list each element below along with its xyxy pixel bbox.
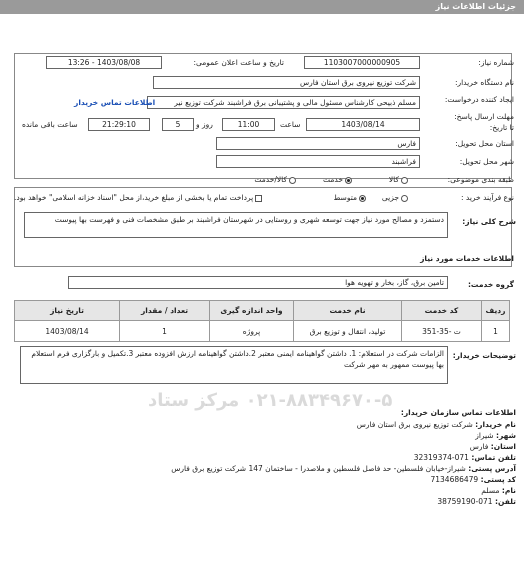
services-table	[14, 300, 510, 342]
page-title: جزئیات اطلاعات نیاز	[435, 2, 516, 11]
service-group-field: تامین برق، گاز، بخار و تهویه هوا	[68, 276, 448, 289]
radio-selected-icon	[345, 177, 352, 184]
general-desc-label: شرح کلی نیاز:	[462, 217, 516, 226]
creator-label: ایجاد کننده درخواست:	[444, 95, 514, 104]
col-service-name: نام خدمت	[294, 301, 402, 321]
province-field: فارس	[216, 137, 420, 150]
table-header-row	[15, 301, 510, 321]
buyer-notes-label: توضیحات خریدار:	[452, 351, 516, 360]
treasury-payment-checkbox[interactable]: پرداخت تمام یا بخشی از مبلغ خرید،از محل "اسناد خزانه اسلامی" خواهد بود.	[14, 193, 262, 202]
service-group-label: گروه خدمت:	[467, 280, 514, 289]
announce-date-field: 1403/08/08 - 13:26	[46, 56, 162, 69]
contact-city: شهر: شیراز	[475, 431, 516, 440]
remaining-label: ساعت باقی مانده	[22, 120, 78, 129]
process-label: نوع فرآیند خرید :	[460, 193, 514, 202]
table-row	[15, 321, 510, 342]
page-header	[0, 0, 524, 14]
watermark: ۰۲۱-۸۸۳۴۹۶۷۰-۵ مرکز ستاد	[148, 390, 393, 411]
col-quantity: تعداد / مقدار	[120, 301, 210, 321]
category-label: طبقه بندی موضوعی:	[447, 175, 514, 184]
radio-icon	[401, 195, 408, 202]
cell-quantity: 1	[120, 321, 210, 342]
col-row: ردیف	[482, 301, 510, 321]
creator-field: مسلم ذبیحی کارشناس مسئول مالی و پشتیبانی برق فراشبند شرکت توزیع نیر	[147, 96, 420, 109]
col-unit: واحد اندازه گیری	[210, 301, 294, 321]
contact-phone: تلفن تماس: 071-32319374	[413, 453, 516, 462]
services-heading: اطلاعات خدمات مورد نیاز	[420, 254, 514, 263]
process-option-minor[interactable]: جزیی	[382, 193, 408, 202]
contact-name: نام: مسلم	[481, 486, 516, 495]
deadline-time-field: 11:00	[222, 118, 275, 131]
category-option-goods-service[interactable]: کالا/خدمت	[254, 175, 296, 184]
general-desc-field: دستمزد و مصالح مورد نیاز جهت توسعه شهری و روستایی در شهرستان فراشبند بر طبق مشخصات فنی و فهرست بها پیوست	[24, 212, 448, 238]
radio-selected-icon	[359, 195, 366, 202]
cell-unit: پروژه	[210, 321, 294, 342]
city-field: فراشبند	[216, 155, 420, 168]
city-label: شهر محل تحویل:	[459, 157, 514, 166]
col-service-code: کد خدمت	[402, 301, 482, 321]
buyer-org-label: نام دستگاه خریدار:	[454, 78, 514, 87]
contact-postal: کد پستی: 7134686479	[430, 475, 516, 484]
contact-org: نام خریدار: شرکت توزیع نیروی برق استان فارس	[356, 420, 516, 429]
buyer-contact-link[interactable]: اطلاعات تماس خریدار	[74, 98, 156, 107]
radio-icon	[289, 177, 296, 184]
need-number-label: شماره نیاز:	[478, 58, 514, 67]
radio-icon	[401, 177, 408, 184]
col-need-date: تاریخ نیاز	[15, 301, 120, 321]
province-label: استان محل تحویل:	[455, 139, 514, 148]
contact-heading: اطلاعات تماس سازمان خریدار:	[400, 408, 516, 417]
remaining-time-field: 21:29:10	[88, 118, 150, 131]
deadline-label: مهلت ارسال پاسخ:	[454, 112, 514, 121]
contact-province: استان: فارس	[469, 442, 516, 451]
buyer-org-field: شرکت توزیع نیروی برق استان فارس	[153, 76, 420, 89]
contact-address: آدرس پستی: شیراز-خیابان فلسطین- حد فاصل فلسطین و ملاصدرا - ساختمان 147 شرکت توزیع برق فارس	[171, 464, 516, 473]
contact-fax: تلفن: 071-38759190	[437, 497, 516, 506]
cell-service-name: تولید، انتقال و توزیع برق	[294, 321, 402, 342]
cell-row: 1	[482, 321, 510, 342]
category-option-service[interactable]: خدمت	[323, 175, 352, 184]
cell-service-code: ت -35-351	[402, 321, 482, 342]
days-label: روز و	[196, 120, 213, 129]
cell-need-date: 1403/08/14	[15, 321, 120, 342]
buyer-notes-field: الزامات شرکت در استعلام: 1. داشتن گواهینامه ایمنی معتبر 2.داشتن گواهینامه ارزش افزوده معتبر 3.تکمیل و بارگزاری فرم استعلام بها پیوست ممهور به مهر شرکت	[20, 346, 448, 384]
deadline-date-field: 1403/08/14	[306, 118, 420, 131]
days-field: 5	[162, 118, 194, 131]
deadline-time-label: ساعت	[280, 120, 301, 129]
need-number-field: 1103007000000905	[304, 56, 420, 69]
category-option-goods[interactable]: کالا	[389, 175, 408, 184]
process-option-medium[interactable]: متوسط	[333, 193, 366, 202]
deadline-label-2: تا تاریخ:	[489, 123, 514, 132]
announce-date-label: تاریخ و ساعت اعلان عمومی:	[193, 58, 284, 67]
checkbox-icon	[255, 195, 262, 202]
